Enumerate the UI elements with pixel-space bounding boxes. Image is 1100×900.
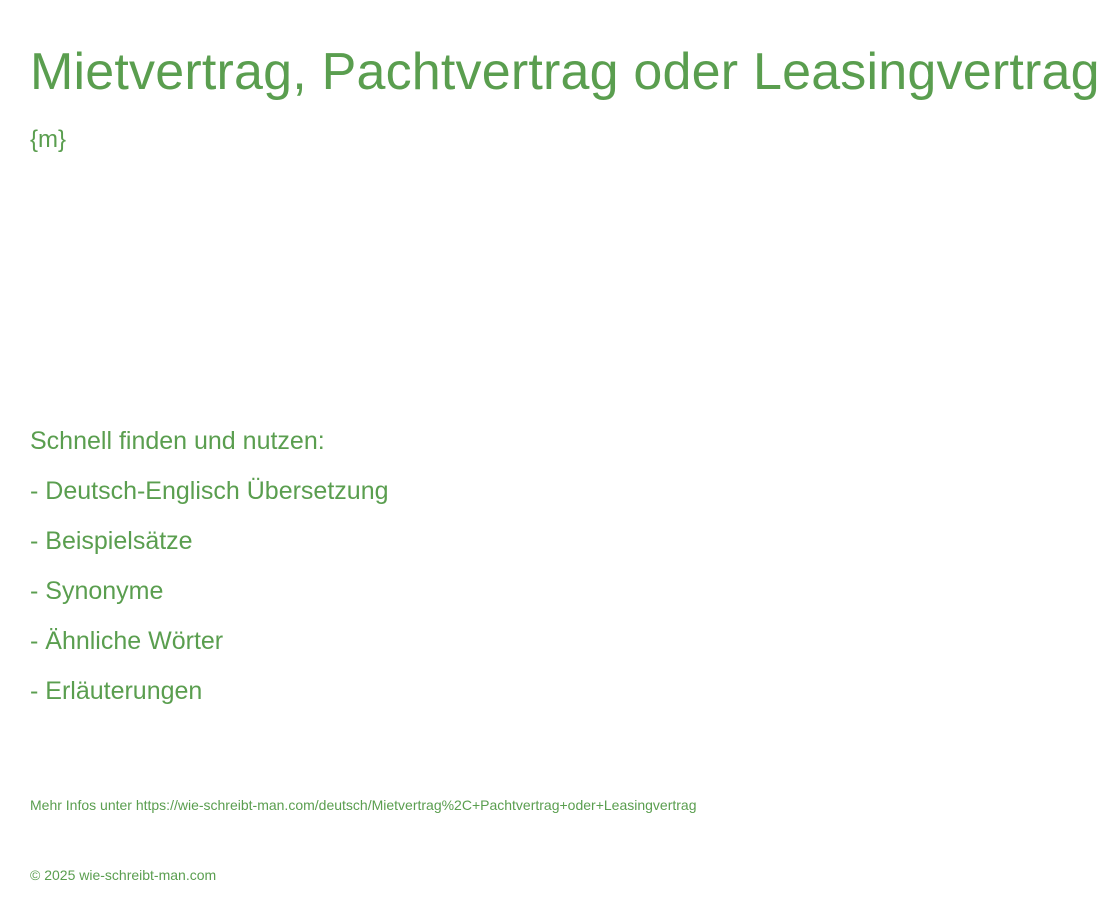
feature-item-example-sentences: - Beispielsätze	[30, 527, 193, 555]
features-list	[30, 472, 389, 722]
gender-label: {m}	[30, 126, 67, 153]
more-info-link[interactable]: https://wie-schreibt-man.com/deutsch/Mietvertrag%2C+Pachtvertrag+oder+Leasingvertrag	[135, 797, 697, 813]
more-info-prefix: Mehr Infos unter	[30, 797, 136, 813]
more-info	[30, 795, 696, 815]
feature-item-translation: - Deutsch-Englisch Übersetzung	[30, 477, 389, 505]
features-heading: Schnell finden und nutzen:	[30, 427, 325, 455]
copyright: © 2025 wie-schreibt-man.com	[30, 867, 217, 883]
feature-item-similar-words: - Ähnliche Wörter	[30, 627, 224, 655]
feature-item-explanations: - Erläuterungen	[30, 677, 203, 705]
feature-item-synonyms: - Synonyme	[30, 577, 164, 605]
features-section	[30, 422, 389, 722]
page-title: Mietvertrag, Pachtvertrag oder Leasingvertrag	[30, 43, 1100, 101]
